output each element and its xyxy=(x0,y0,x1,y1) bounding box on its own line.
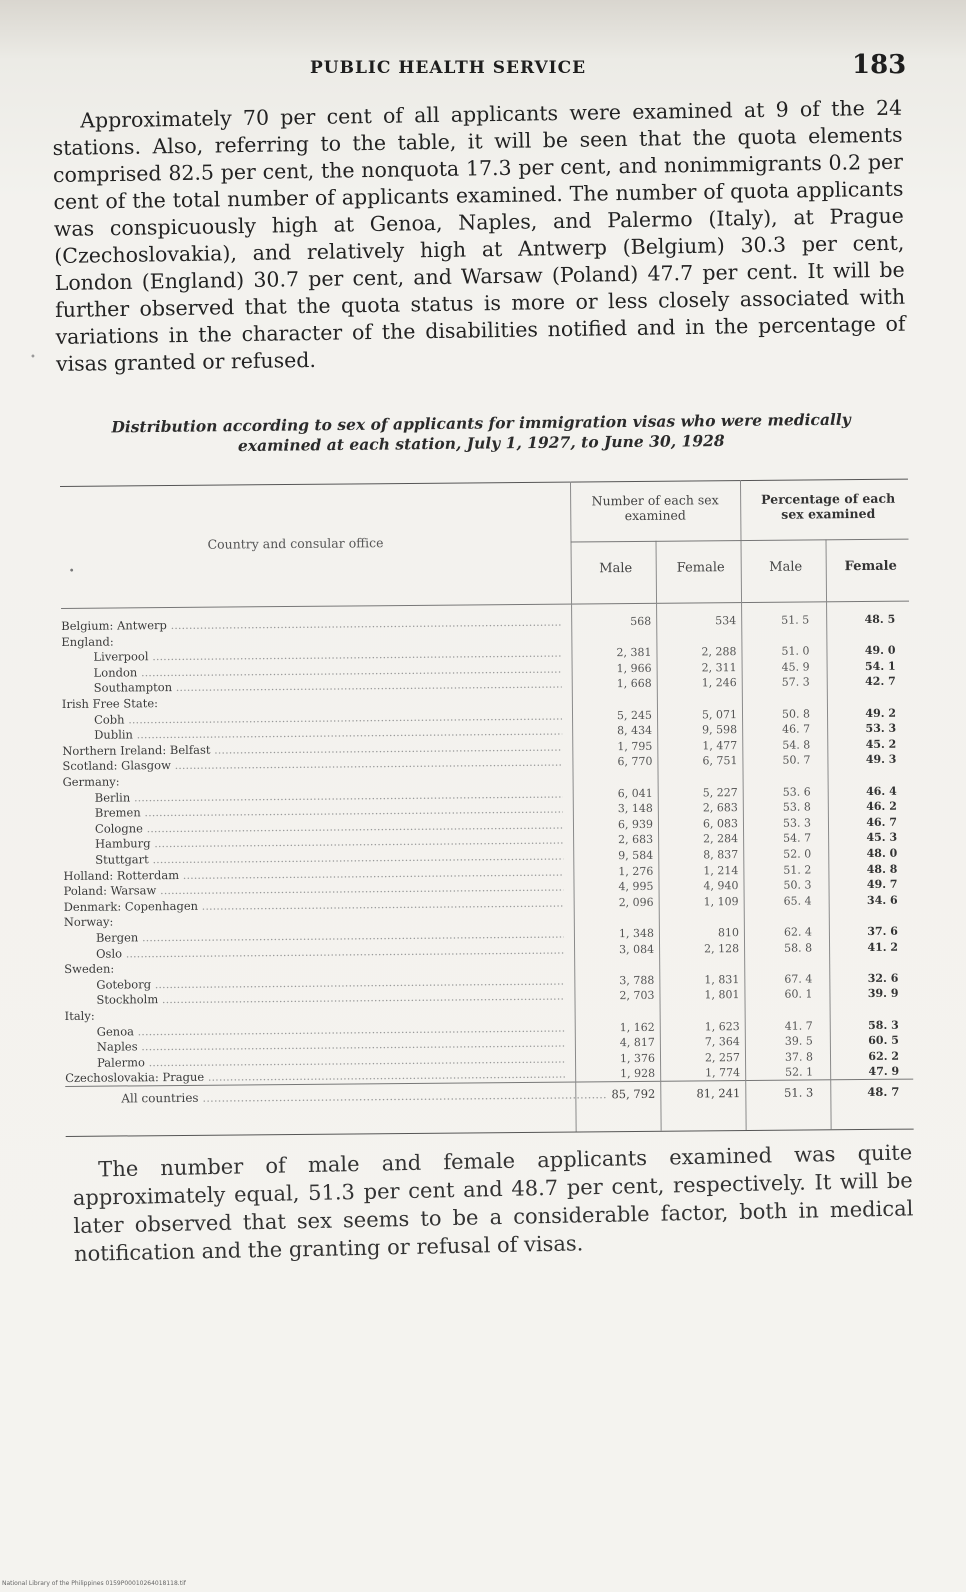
cell-female-count xyxy=(678,770,738,771)
cell-female-count: 534 xyxy=(715,614,737,628)
row-label: Cologne ..... xyxy=(63,818,563,835)
total-row xyxy=(65,1085,915,1108)
table-top-rule xyxy=(60,479,908,487)
row-label: Germany: xyxy=(62,774,120,789)
cell-male-count: 6, 939 xyxy=(617,817,654,831)
cell-male-count: 2, 096 xyxy=(618,895,654,909)
cell-male-percent: 50. 7 xyxy=(782,753,811,768)
cell-male-percent: 60. 1 xyxy=(784,987,813,1002)
cell-male-count: 1, 795 xyxy=(617,739,653,753)
cell-female-percent: 41. 2 xyxy=(867,940,899,954)
cell-female-count: 1, 477 xyxy=(702,738,738,753)
total-pct-female: 48. 7 xyxy=(867,1084,900,1099)
row-label: Holland: Rotterdam ..... xyxy=(63,865,563,882)
cell-male-percent: 50. 8 xyxy=(781,707,811,721)
cell-male-count xyxy=(595,1005,655,1006)
cell-male-count: 3, 788 xyxy=(619,973,655,987)
cell-male-percent: 54. 7 xyxy=(783,831,812,846)
table-body xyxy=(61,612,911,1086)
cell-male-percent: 52. 1 xyxy=(785,1065,814,1080)
cell-male-percent: 51. 2 xyxy=(783,863,812,877)
cell-male-percent: 53. 6 xyxy=(782,785,811,799)
table-caption xyxy=(56,409,906,458)
cell-male-percent: 54. 8 xyxy=(782,738,811,752)
row-label: London ..... xyxy=(62,662,562,679)
cell-male-percent: 53. 3 xyxy=(782,816,812,830)
cell-male-count: 3, 084 xyxy=(619,942,655,956)
cell-female-percent: 49. 7 xyxy=(866,877,898,892)
row-label: Naples ..... xyxy=(65,1037,565,1054)
scan-credit: National Library of the Philippines 0159P00010264018118.tif xyxy=(2,1580,186,1587)
cell-male-percent: 45. 9 xyxy=(781,660,810,674)
intro-paragraph: Approximately 70 per cent of all applicants were examined at 9 of the 24 stations. Also, referring to the table, it will be seen that the quota elements comprised 82.5 per cent, the nonquota 17.3 per cent, and nonimmigrants 0.2 per cent of the total number of applicants examined. The number of quota applicants was conspicuously high at Genoa, Naples, and Palermo (Italy), at Prague (Czechoslovakia), and relatively high at Antwerp (Belgium) 30.3 per cent, London (England) 30.7 per cent, and Warsaw (Poland) 47.7 per cent. It will be further observed that the quota status is more or less closely associated with variations in the character of the disabilities notified and in the percentage of visas granted or refused. xyxy=(52,95,906,376)
cell-female-percent: 53. 3 xyxy=(865,721,897,736)
cell-female-count: 1, 831 xyxy=(704,972,740,987)
row-label: Liverpool ..... xyxy=(61,647,561,664)
cell-male-count: 3, 148 xyxy=(617,802,653,816)
cell-female-percent: 39. 9 xyxy=(867,987,899,1001)
row-label: Czechoslovakia: Prague ..... xyxy=(65,1068,565,1085)
cell-male-count: 2, 381 xyxy=(616,646,652,660)
subheader-male-count: Male xyxy=(599,561,633,577)
total-pct-male: 51. 3 xyxy=(783,1085,814,1100)
cell-male-count: 6, 770 xyxy=(617,755,653,769)
cell-female-count: 9, 598 xyxy=(702,723,738,737)
row-label: Palermo ..... xyxy=(65,1052,565,1069)
running-head: PUBLIC HEALTH SERVICE xyxy=(310,58,587,78)
subheader-female-percent: Female xyxy=(844,558,897,575)
row-label: Bremen ..... xyxy=(63,803,563,820)
cell-female-count: 2, 128 xyxy=(704,941,740,955)
cell-female-count xyxy=(676,630,736,631)
cell-female-percent: 46. 4 xyxy=(866,784,897,798)
cell-female-count: 1, 801 xyxy=(704,988,740,1002)
cell-male-percent: 51. 5 xyxy=(781,613,810,627)
subheader-female-count: Female xyxy=(676,560,725,576)
row-label: Cobh ..... xyxy=(62,709,562,726)
cell-male-count: 4, 817 xyxy=(619,1036,655,1050)
row-label: Scotland: Glasgow ..... xyxy=(62,756,562,773)
cell-male-percent: 57. 3 xyxy=(781,675,810,690)
cell-male-percent: 37. 8 xyxy=(784,1050,814,1064)
cell-female-percent: 45. 2 xyxy=(865,737,897,751)
row-label: Belgium: Antwerp ..... xyxy=(61,616,561,633)
caption-line-1: Distribution according to sex of applicants for immigration visas who were medically xyxy=(111,409,851,437)
row-label: Irish Free State: xyxy=(61,696,159,711)
cell-female-percent: 58. 3 xyxy=(868,1018,899,1032)
header-bottom-rule xyxy=(61,601,909,609)
row-label: Poland: Warsaw ..... xyxy=(63,881,563,898)
cell-female-count: 8, 837 xyxy=(703,848,739,862)
cell-female-percent: 48. 0 xyxy=(866,846,898,860)
cell-female-count: 1, 246 xyxy=(701,676,737,690)
cell-male-count: 2, 683 xyxy=(618,833,654,847)
cell-female-count: 2, 683 xyxy=(702,801,738,815)
cell-female-percent: 37. 6 xyxy=(867,924,898,938)
cell-female-count: 5, 227 xyxy=(702,785,738,799)
total-female: 81, 241 xyxy=(696,1086,741,1101)
row-label: Norway: xyxy=(63,914,114,930)
row-label: Goteborg ..... xyxy=(64,974,564,991)
cell-female-percent: 45. 3 xyxy=(866,831,898,845)
cell-male-count: 8, 434 xyxy=(617,724,653,738)
row-label: Bergen ..... xyxy=(64,928,564,945)
cell-male-count xyxy=(594,911,654,912)
cell-female-count xyxy=(679,910,739,911)
bullet-icon: • xyxy=(68,565,75,577)
row-label: Oslo ..... xyxy=(64,943,564,960)
cell-female-count: 810 xyxy=(717,926,739,940)
cell-male-percent: 41. 7 xyxy=(784,1019,813,1033)
cell-male-percent: 51. 0 xyxy=(781,644,810,658)
row-label: Sweden: xyxy=(64,961,115,977)
cell-male-percent: 52. 0 xyxy=(783,847,812,861)
cell-male-count: 568 xyxy=(630,614,652,629)
cell-male-count xyxy=(593,771,653,772)
cell-male-percent: 46. 7 xyxy=(782,722,811,736)
row-label: Genoa ..... xyxy=(65,1021,565,1038)
cell-male-percent: 62. 4 xyxy=(783,925,812,939)
cell-male-percent: 65. 4 xyxy=(783,894,812,908)
total-male: 85, 792 xyxy=(611,1086,656,1102)
cell-female-count: 5, 071 xyxy=(701,707,738,721)
cell-female-percent: 32. 6 xyxy=(867,971,899,985)
row-label: Dublin ..... xyxy=(62,725,562,742)
row-label: Hamburg ..... xyxy=(63,834,563,851)
row-label: Southampton ..... xyxy=(62,678,562,695)
group-header-rule xyxy=(571,539,909,543)
column-header-country: Country and consular office xyxy=(207,535,384,552)
cell-female-percent: 42. 7 xyxy=(865,675,896,689)
cell-male-percent: 58. 8 xyxy=(784,941,813,955)
row-label: Italy: xyxy=(64,1008,95,1023)
cell-female-percent: 47. 9 xyxy=(868,1065,900,1079)
cell-male-count: 4, 995 xyxy=(618,880,654,894)
cell-male-count: 1, 376 xyxy=(619,1051,656,1065)
cell-female-percent: 48. 8 xyxy=(866,862,898,876)
cell-female-percent: 49. 0 xyxy=(864,643,896,658)
cell-male-count xyxy=(594,958,654,959)
subheader-male-percent: Male xyxy=(769,559,803,575)
cell-male-count: 1, 928 xyxy=(620,1067,656,1081)
row-label: Berlin ..... xyxy=(63,787,563,804)
cell-female-percent: 46. 2 xyxy=(866,799,897,814)
cell-male-count: 1, 966 xyxy=(616,661,652,675)
cell-female-count: 2, 288 xyxy=(701,645,737,659)
cell-male-count: 1, 162 xyxy=(619,1020,655,1034)
cell-female-count: 2, 284 xyxy=(703,832,739,846)
cell-female-count xyxy=(679,957,739,958)
row-label: Stockholm ..... xyxy=(64,990,564,1007)
row-label: Denmark: Copenhagen ..... xyxy=(64,896,564,913)
cell-female-percent: 49. 2 xyxy=(865,706,897,720)
group-header-number: Number of each sex examined xyxy=(591,492,719,524)
cell-female-count xyxy=(680,1004,740,1005)
caption-line-2: examined at each station, July 1, 1927, to June 30, 1928 xyxy=(237,431,725,456)
cell-female-count xyxy=(677,692,737,693)
cell-female-percent: 62. 2 xyxy=(868,1049,900,1063)
cell-female-percent: 60. 5 xyxy=(868,1033,899,1048)
cell-male-count: 5, 245 xyxy=(616,708,653,722)
cell-male-count xyxy=(591,630,651,631)
row-label: England: xyxy=(61,634,114,649)
distribution-table xyxy=(60,479,916,1136)
cell-female-count: 1, 214 xyxy=(703,863,739,877)
cell-male-count: 1, 668 xyxy=(616,677,652,691)
page-number: 183 xyxy=(852,50,907,80)
cell-male-count: 6, 041 xyxy=(617,786,653,800)
group-header-percentage: Percentage of each sex examined xyxy=(761,490,896,522)
row-label: Stuttgart ..... xyxy=(63,850,563,867)
cell-female-count: 1, 623 xyxy=(704,1019,740,1033)
row-label: Northern Ireland: Belfast ..... xyxy=(62,740,562,757)
margin-mark-icon: • xyxy=(30,352,36,363)
cell-female-percent: 49. 3 xyxy=(865,753,897,767)
cell-female-percent: 48. 5 xyxy=(864,612,896,626)
cell-female-count: 1, 109 xyxy=(703,894,739,909)
total-label: All countries ..... xyxy=(121,1087,606,1105)
cell-male-count: 9, 584 xyxy=(618,848,654,863)
cell-female-count: 7, 364 xyxy=(704,1035,740,1049)
cell-male-count: 2, 703 xyxy=(619,989,655,1003)
cell-male-percent: 50. 3 xyxy=(783,878,812,892)
cell-female-count: 2, 257 xyxy=(704,1050,741,1065)
closing-paragraph: The number of male and female applicants examined was quite approximately equal, 51.3 per cent and 48.7 per cent, respectively. It will be later observed that sex seems to be a considerable factor, both in medical notification and the granting or refusal of visas. xyxy=(72,1140,914,1266)
table-bottom-rule xyxy=(66,1129,914,1137)
cell-female-count: 2, 311 xyxy=(701,660,737,675)
cell-female-percent: 54. 1 xyxy=(864,659,896,673)
cell-male-percent: 39. 5 xyxy=(784,1034,813,1048)
cell-male-count: 1, 348 xyxy=(618,926,654,941)
cell-male-count: 1, 276 xyxy=(618,864,654,878)
cell-female-count: 6, 751 xyxy=(702,754,738,768)
cell-female-count: 4, 940 xyxy=(703,879,739,893)
cell-male-percent: 53. 8 xyxy=(782,800,811,814)
cell-female-percent: 34. 6 xyxy=(866,893,898,907)
cell-male-percent: 67. 4 xyxy=(784,972,813,986)
cell-female-percent: 46. 7 xyxy=(866,815,898,829)
cell-female-count: 6, 083 xyxy=(702,816,739,831)
cell-female-count: 1, 774 xyxy=(705,1066,741,1080)
cell-male-count xyxy=(592,693,652,694)
